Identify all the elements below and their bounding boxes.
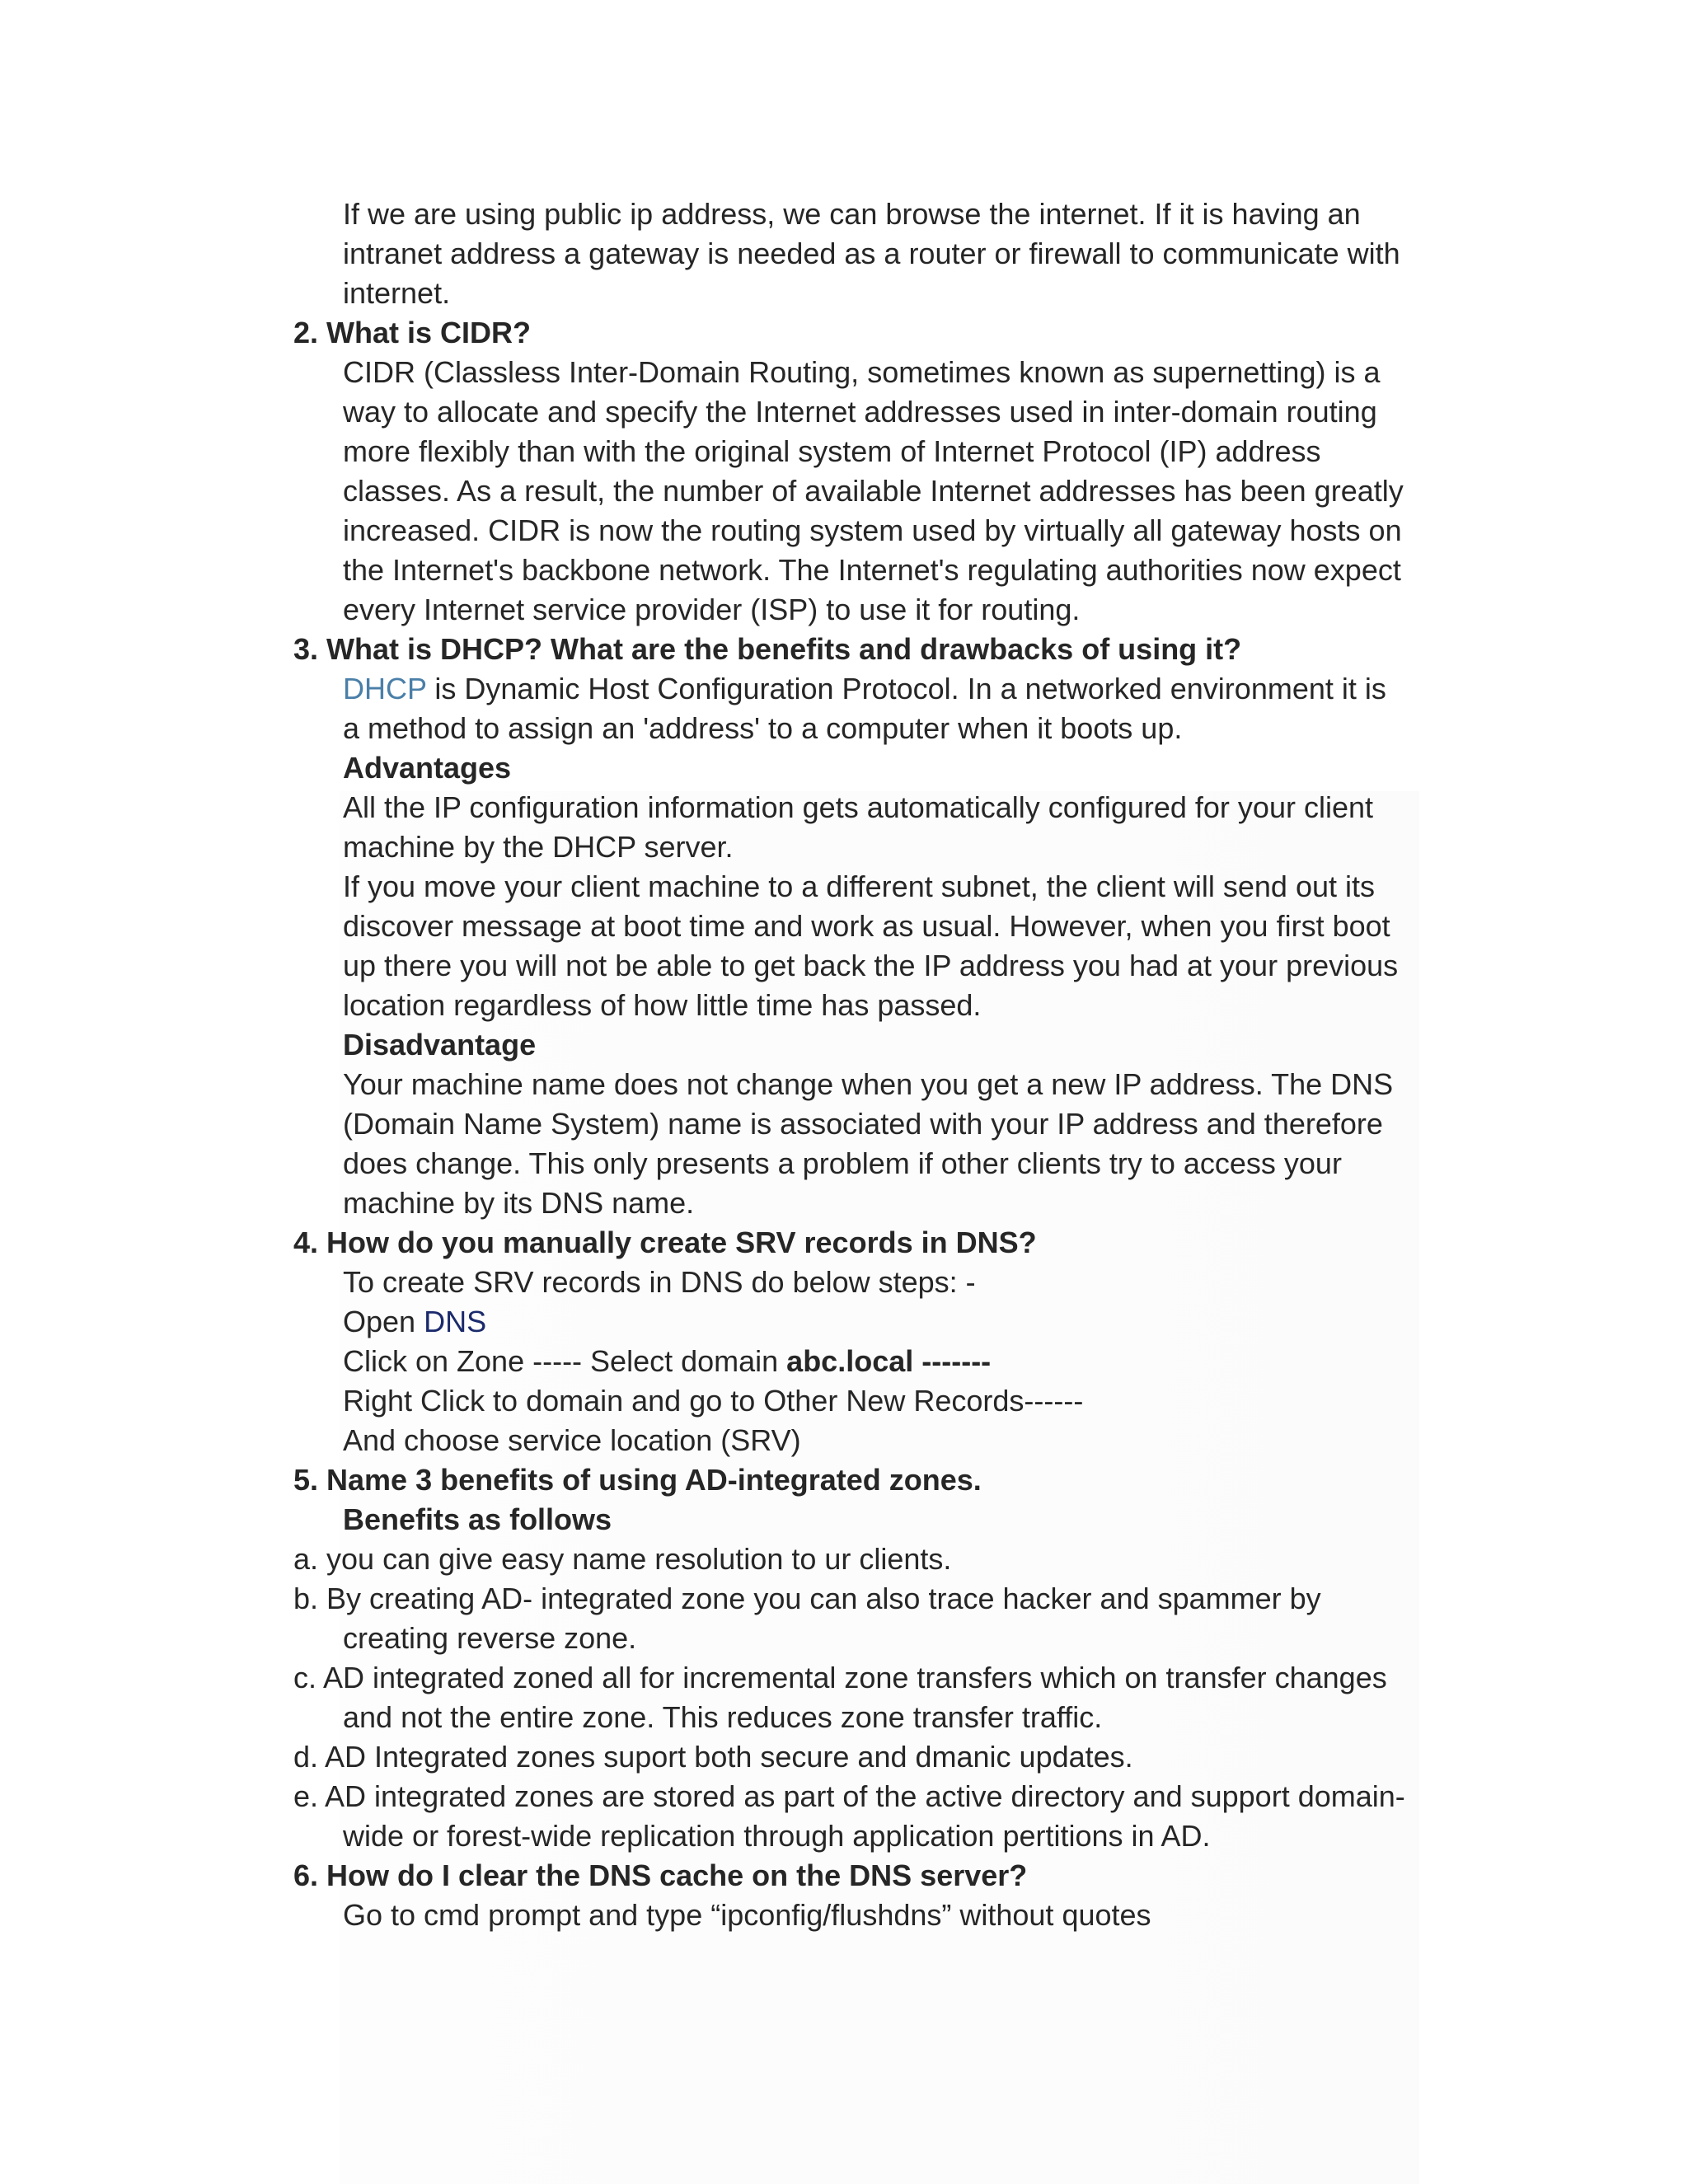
q2-body-line: CIDR (Classless Inter-Domain Routing, sometimes known as supernetting) is a bbox=[343, 355, 1381, 389]
benefits-heading: Benefits as follows bbox=[343, 1502, 612, 1536]
q4-line: And choose service location (SRV) bbox=[343, 1423, 801, 1457]
benefit-b-cont: creating reverse zone. bbox=[343, 1621, 637, 1655]
question-3-title: 3. What is DHCP? What are the benefits and drawbacks of using it? bbox=[293, 632, 1242, 666]
advantages-line: discover message at boot time and work as usual. However, when you first boot bbox=[343, 909, 1390, 943]
q3-dhcp-rest: is Dynamic Host Configuration Protocol. In a networked environment it is bbox=[426, 672, 1386, 705]
disadvantage-line: machine by its DNS name. bbox=[343, 1186, 695, 1220]
disadvantage-line: (Domain Name System) name is associated with your IP address and therefore bbox=[343, 1107, 1383, 1141]
q4-line: Right Click to domain and go to Other New Records------ bbox=[343, 1384, 1084, 1418]
q2-body-line: way to allocate and specify the Internet addresses used in inter-domain routing bbox=[343, 395, 1377, 429]
q2-body-line: more flexibly than with the original system of Internet Protocol (IP) address bbox=[343, 434, 1321, 468]
question-5-title: 5. Name 3 benefits of using AD-integrated zones. bbox=[293, 1463, 982, 1497]
benefit-c: c. AD integrated zoned all for incremental zone transfers which on transfer changes bbox=[293, 1661, 1387, 1694]
advantages-line: up there you will not be able to get back the IP address you had at your previous bbox=[343, 949, 1399, 982]
dns-link[interactable]: DNS bbox=[424, 1305, 487, 1338]
benefit-e-cont: wide or forest-wide replication through application pertitions in AD. bbox=[343, 1819, 1211, 1853]
q4-domain-name: abc.local ------- bbox=[786, 1344, 992, 1378]
q4-open-line bbox=[343, 1302, 486, 1342]
disadvantage-line: does change. This only presents a problem if other clients try to access your bbox=[343, 1146, 1342, 1180]
intro-line: intranet address a gateway is needed as a router or firewall to communicate with bbox=[343, 237, 1400, 270]
benefit-c-cont: and not the entire zone. This reduces zone transfer traffic. bbox=[343, 1700, 1103, 1734]
disadvantage-line: Your machine name does not change when you get a new IP address. The DNS bbox=[343, 1067, 1394, 1101]
q6-answer: Go to cmd prompt and type “ipconfig/flushdns” without quotes bbox=[343, 1898, 1151, 1932]
benefit-b: b. By creating AD- integrated zone you can also trace hacker and spammer by bbox=[293, 1582, 1321, 1615]
advantages-line: machine by the DHCP server. bbox=[343, 830, 734, 864]
q4-click-text: Click on Zone ----- Select domain bbox=[343, 1344, 787, 1378]
q2-body-line: increased. CIDR is now the routing system used by virtually all gateway hosts on bbox=[343, 513, 1402, 547]
intro-line: internet. bbox=[343, 276, 451, 310]
q4-click-line bbox=[343, 1342, 991, 1381]
q3-dhcp-line bbox=[343, 669, 1386, 709]
disadvantage-heading: Disadvantage bbox=[343, 1028, 537, 1062]
q4-open-text: Open bbox=[343, 1305, 424, 1338]
dhcp-link[interactable]: DHCP bbox=[343, 672, 427, 705]
q3-body-line: a method to assign an 'address' to a computer when it boots up. bbox=[343, 711, 1183, 745]
advantages-line: All the IP configuration information gets automatically configured for your client bbox=[343, 790, 1373, 824]
advantages-heading: Advantages bbox=[343, 751, 512, 785]
benefit-d: d. AD Integrated zones suport both secure and dmanic updates. bbox=[293, 1740, 1133, 1774]
question-2-title: 2. What is CIDR? bbox=[293, 316, 532, 349]
q2-body-line: the Internet's backbone network. The Internet's regulating authorities now expect bbox=[343, 553, 1401, 587]
advantages-line: If you move your client machine to a different subnet, the client will send out its bbox=[343, 869, 1376, 903]
question-6-title: 6. How do I clear the DNS cache on the DNS server? bbox=[293, 1858, 1028, 1892]
intro-line: If we are using public ip address, we can browse the internet. If it is having an bbox=[343, 197, 1361, 231]
q2-body-line: every Internet service provider (ISP) to use it for routing. bbox=[343, 593, 1081, 626]
q2-body-line: classes. As a result, the number of available Internet addresses has been greatly bbox=[343, 474, 1404, 508]
benefit-e: e. AD integrated zones are stored as part of the active directory and support domain- bbox=[293, 1779, 1405, 1813]
advantages-line: location regardless of how little time has passed. bbox=[343, 988, 982, 1022]
question-4-title: 4. How do you manually create SRV records in DNS? bbox=[293, 1226, 1037, 1259]
q4-line: To create SRV records in DNS do below steps: - bbox=[343, 1265, 976, 1299]
benefit-a: a. you can give easy name resolution to ur clients. bbox=[293, 1542, 952, 1576]
